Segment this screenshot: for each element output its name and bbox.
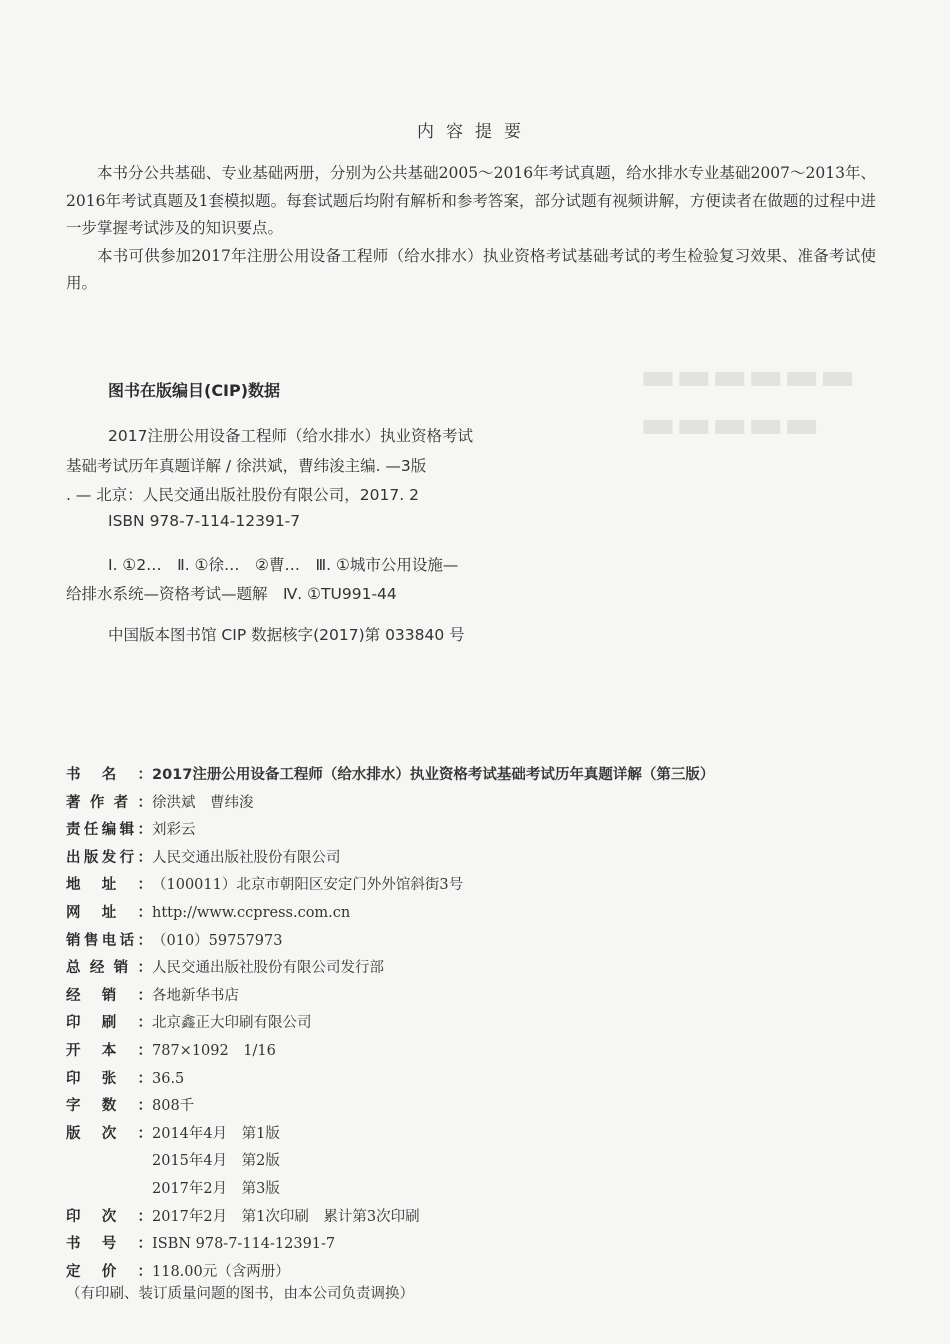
cip-line: 基础考试历年真题详解 / 徐洪斌，曹纬浚主编. —3版 [66, 457, 427, 475]
abstract-paragraph: 本书分公共基础、专业基础两册，分别为公共基础2005～2016年考试真题，给水排水专业基础2007～2013年、2016年考试真题及1套模拟题。每套试题后均附有解析和参考答案，部分试题有视频讲解，方便读者在做题的过程中进一步掌握考试涉及的知识要点。 [66, 164, 876, 237]
info-value: 2015年4月 第2版 [152, 1153, 280, 1170]
info-row [66, 845, 906, 873]
info-row [66, 1204, 906, 1232]
info-row [66, 1093, 906, 1121]
cip-line: 给排水系统—资格考试—题解 Ⅳ. ①TU991-44 [66, 585, 397, 603]
info-label: 版 次 ： [66, 1125, 152, 1142]
info-label: 印 张 ： [66, 1070, 152, 1087]
info-label: 出 版 发 行 ： [66, 849, 152, 866]
info-value: 人民交通出版社股份有限公司 [152, 849, 341, 866]
publication-info [66, 762, 906, 1286]
info-label: 书 名 ： [66, 767, 152, 783]
info-value: http://www.ccpress.com.cn [152, 904, 351, 921]
abstract-title: 内容提要 [417, 122, 533, 142]
info-row [66, 1038, 906, 1066]
info-value: 2017年2月 第1次印刷 累计第3次印刷 [152, 1208, 420, 1225]
info-row [66, 900, 906, 928]
info-row [66, 762, 906, 790]
info-value: 2017年2月 第3版 [152, 1180, 280, 1197]
abstract-paragraph: 本书可供参加2017年注册公用设备工程师（给水排水）执业资格考试基础考试的考生检验复习效果、准备考试使用。 [66, 246, 876, 292]
info-value: （010）59757973 [152, 932, 283, 949]
info-row [66, 955, 906, 983]
info-label: 责 任 编 辑 ： [66, 822, 152, 839]
info-row [66, 1148, 906, 1176]
info-value: 787×1092 1/16 [152, 1042, 276, 1059]
cip-line: 2017注册公用设备工程师（给水排水）执业资格考试 [108, 427, 473, 445]
info-row [66, 1066, 906, 1094]
cip-line: Ⅰ. ①2… Ⅱ. ①徐… ②曹… Ⅲ. ①城市公用设施— [108, 556, 459, 574]
info-label: 经 销 ： [66, 987, 152, 1004]
info-label: 地 址 ： [66, 877, 152, 894]
info-label: 销 售 电 话 ： [66, 932, 152, 949]
quality-note: （有印刷、装订质量问题的图书，由本公司负责调换） [66, 1286, 414, 1302]
info-value: 北京鑫正大印刷有限公司 [152, 1015, 312, 1032]
cip-isbn: ISBN 978-7-114-12391-7 [108, 512, 301, 530]
info-label: 开 本 ： [66, 1042, 152, 1059]
info-label: 定 价 ： [66, 1263, 152, 1280]
reverse-side-bleed: ▬▬▬▬▬▬ ▬▬▬▬▬ [640, 354, 856, 446]
info-row [66, 1010, 906, 1038]
info-value: ISBN 978-7-114-12391-7 [152, 1236, 336, 1253]
info-label: 总 经 销 ： [66, 960, 152, 977]
info-row [66, 872, 906, 900]
info-label: 书 号 ： [66, 1236, 152, 1253]
info-row [66, 790, 906, 818]
info-value: 118.00元（含两册） [152, 1263, 290, 1280]
abstract-body [66, 160, 876, 298]
info-row [66, 983, 906, 1011]
info-row [66, 1231, 906, 1259]
info-value: 36.5 [152, 1070, 185, 1087]
info-value: 刘彩云 [152, 822, 196, 839]
info-label: 著 作 者 ： [66, 794, 152, 811]
info-label: 网 址 ： [66, 904, 152, 921]
info-value: 人民交通出版社股份有限公司发行部 [152, 960, 384, 977]
info-value: 808千 [152, 1098, 195, 1115]
info-row [66, 1176, 906, 1204]
info-value: 各地新华书店 [152, 987, 239, 1004]
info-value: 2014年4月 第1版 [152, 1125, 280, 1142]
info-value: 2017注册公用设备工程师（给水排水）执业资格考试基础考试历年真题详解（第三版） [152, 767, 715, 783]
info-row [66, 928, 906, 956]
cip-line: . — 北京：人民交通出版社股份有限公司，2017. 2 [66, 486, 419, 504]
info-row [66, 817, 906, 845]
info-value: 徐洪斌 曹纬浚 [152, 794, 254, 811]
info-label: 印 次 ： [66, 1208, 152, 1225]
info-label: 字 数 ： [66, 1098, 152, 1115]
info-value: （100011）北京市朝阳区安定门外外馆斜街3号 [152, 877, 464, 894]
info-label: 印 刷 ： [66, 1015, 152, 1032]
cip-record-number: 中国版本图书馆 CIP 数据核字(2017)第 033840 号 [108, 626, 465, 644]
info-row [66, 1121, 906, 1149]
cip-heading: 图书在版编目(CIP)数据 [108, 381, 281, 400]
